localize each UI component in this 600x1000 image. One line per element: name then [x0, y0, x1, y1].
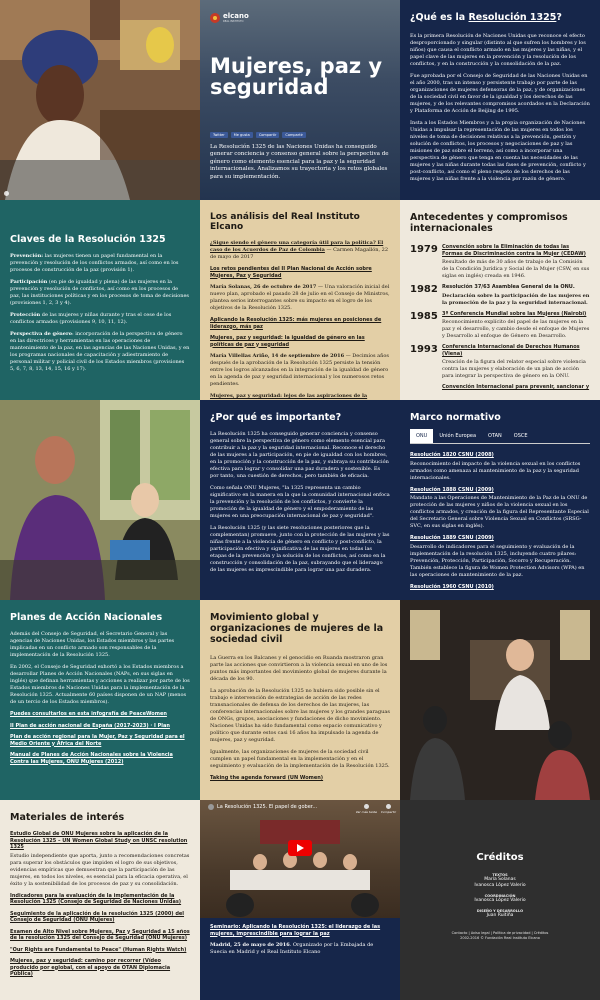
- footer: [400, 931, 600, 941]
- section-que-es: [400, 0, 600, 200]
- infographic-link[interactable]: Puedes consultarlos en esta infografía de PeaceWomen: [10, 711, 167, 717]
- title-text: ¿Qué es la: [410, 12, 469, 23]
- info-icon[interactable]: [4, 191, 9, 196]
- timeline-text: Resultado de más de 30 años de trabajo de la Comisión de la Condición Jurídica y Social de la Mujer (CSW, en sus siglas en inglés) creada en 1946.: [442, 259, 590, 279]
- paragraph: Es la primera Resolución de Naciones Unidas que reconoce el efecto desproporcionado y singular (distinto al que sufren los hombres y los niños) que causa el conflicto armado en las mujeres y las niñas, y el papel clave de las mujeres en la prevención y la resolución de los conflictos, y en la construcción y la consolidación de la paz.: [410, 33, 586, 67]
- twitter-button[interactable]: Twitter: [210, 132, 228, 138]
- channel-avatar-icon: [208, 804, 214, 810]
- plan-link[interactable]: Plan de acción regional para la Mujer, Paz y Seguridad para el Medio Oriente y África del Norte: [10, 734, 185, 747]
- video-thumbnail-icon: [200, 800, 400, 918]
- video-controls: [356, 804, 396, 814]
- section-claves: [0, 200, 200, 400]
- speaker-photo-icon: [0, 400, 200, 600]
- section-title: Los análisis del Real Instituto Elcano: [210, 212, 360, 232]
- timeline-item: [410, 284, 590, 307]
- term-text: (en pie de igualdad y plena) de las mujeres en la prevención y resolución de conflictos, así como en los procesos de paz, las instituciones políticas y en los procesos de toma de decisiones (provisiones 1, 2, 3 y 4).: [10, 279, 189, 306]
- section-por-que: [200, 400, 400, 600]
- timeline-item: [410, 384, 590, 396]
- section-title: Marco normativo: [410, 412, 501, 423]
- term: Protección: [10, 312, 41, 318]
- article-meta: María Solanas, 26 de octubre de 2017: [210, 284, 317, 290]
- watch-later-label: Ver más tarde: [355, 810, 377, 814]
- term-text: : incorporación de la perspectiva de género en las directrices y herramientas en las operaciones de mantenimiento de la paz, en las agencias de las Naciones Unidas, y en los programas nacionales de capacitación y adiestramiento de personal militar y policial civil de los Estados miembros (provisiones 5, 6, 7, 8, 13, 14, 15, 16 y 17).: [10, 331, 190, 372]
- section-title: Movimiento global y organizaciones de mujeres de la sociedad civil: [210, 612, 384, 645]
- clock-icon: [364, 804, 369, 809]
- section-title: Antecedentes y compromisos internacionales: [410, 212, 568, 234]
- share-button[interactable]: Compartir: [256, 132, 280, 138]
- video-share-button[interactable]: [381, 804, 396, 814]
- paragraph: La Resolución 1325 ha conseguido generar conciencia y consenso general sobre la perspectiva de género como elemento esencial para contribuir a la paz y la seguridad internacional. Reconoce el derecho de las mujeres a la participación, en pie de igualdad con los hombres, en la promoción y la construcción de la paz, y subraya su contribución efectiva para lograr y consolidar una paz duradera y sostenible. Es por tanto, una cuestión de derechos, pero también de eficacia.: [210, 431, 389, 479]
- article-link[interactable]: Mujeres, paz y seguridad: lejos de las aspiraciones de la: [210, 393, 368, 399]
- tab-osce[interactable]: OSCE: [513, 433, 528, 439]
- section-video: [200, 800, 400, 1000]
- paragraph: Estudio independiente que aporta, junto a recomendaciones concretas para superar los obstáculos que impiden el logro de sus objetivos, evidencias empíricas que demuestran que la participación de las mujeres, en todos los niveles, es esencial para la eficacia operativa, el éxito y la sostenibilidad de los procesos de paz y su consolidación.: [10, 852, 190, 887]
- article-meta: — Carmen Magallón, 22 de mayo de 2017: [210, 247, 389, 260]
- video-caption: [210, 924, 390, 961]
- paragraph: [210, 942, 390, 956]
- resolution-text: Mandato a las Operaciones de Mantenimiento de la Paz de la ONU de protección de las mujeres y niños de la violencia sexual en los conflictos armados, y creación de la figura del Representante Especial del Secretario General sobre Violencia Sexual en Conflictos (SRSG-SVC, en sus siglas en inglés).: [410, 495, 589, 529]
- section-title: Créditos: [476, 852, 524, 863]
- resolution-link[interactable]: Resolución 1820 CSNU (2008): [410, 452, 494, 458]
- paragraph: Como señala ONU Mujeres, "la 1325 representa un cambio significativo en la manera en la que la comunidad internacional enfoca la prevención y la resolución de los conflictos, y convierte la promoción de la igualdad de género y el empoderamiento de las mujeres en una preocupación internacional de paz y seguridad".: [210, 485, 390, 519]
- timeline-item: [410, 344, 590, 380]
- tab-otan[interactable]: OTAN: [488, 433, 502, 439]
- material-link[interactable]: "Our Rights are Fundamental to Peace" (Human Rights Watch): [10, 946, 187, 953]
- article-link[interactable]: Aplicando la Resolución 1325: más mujeres en posiciones de liderazgo, más paz: [210, 317, 382, 330]
- list-item: [210, 284, 390, 312]
- copyright: 2002-2016 © Fundación Real Instituto Elcano: [460, 936, 540, 940]
- material-link[interactable]: Seguimiento de la aplicación de la resolución 1325 (2000) del Consejo de Seguridad (ONU Mujeres): [10, 910, 185, 923]
- row-claves: [0, 200, 600, 400]
- timeline-text: Creación de la figura del relator especial sobre violencia contra las mujeres y elaboración de un plan de acción para integrar la perspectiva de género en la ONU.: [442, 359, 586, 379]
- section-credits: [400, 800, 600, 1000]
- row-materiales: [0, 800, 600, 1000]
- section-title: Claves de la Resolución 1325: [10, 234, 166, 245]
- logo-name: elcano: [223, 12, 249, 20]
- resolution-link[interactable]: Resolución 1960 CSNU (2010): [410, 583, 494, 590]
- share-button-2[interactable]: Compartir: [282, 132, 306, 138]
- timeline-link[interactable]: 3ª Conferencia Mundial sobre las Mujeres (Nairobi): [442, 310, 587, 317]
- un-women-link[interactable]: Taking the agenda forward (UN Women): [210, 775, 324, 781]
- section-planes: [0, 600, 200, 800]
- paragraph: En 2002, el Consejo de Seguridad exhortó a los Estados miembros a desarrollar Planes de Acción Nacionales (NAPs, en sus siglas en inglés) que definan herramientas y acciones a realizar por parte de los Estados miembros de Naciones Unidas para la implementación de la Resolución 1325. Actualmente 60 países disponen de un NAP (menos de un tercio de los Estados miembros).: [10, 664, 190, 705]
- video-title: La Resolución 1325. El papel de gober...: [217, 804, 318, 810]
- video-player[interactable]: [200, 800, 400, 918]
- term: Perspectiva de género: [10, 331, 72, 337]
- term-text: de las mujeres y niñas durante y tras el cese de los conflictos armados (provisiones 9, 10, 11, 12).: [10, 312, 172, 325]
- elcano-logo-icon: [210, 13, 220, 23]
- term: Prevención:: [10, 253, 44, 259]
- material-link[interactable]: Mujeres, paz y seguridad: camino por recorrer (Vídeo producido por eglobal, con el apoyo de OTAN Diplomacia Pública): [10, 958, 171, 977]
- plan-link[interactable]: II Plan de acción nacional de España (2017-2023) · I Plan: [10, 722, 170, 729]
- article-meta: María Villellas Ariño, 14 de septiembre de 2016: [210, 353, 345, 359]
- section-materiales: [0, 800, 200, 1000]
- resolution-link[interactable]: Resolución 1888 CSNU (2009): [410, 486, 494, 493]
- hero: [200, 0, 400, 200]
- timeline-head: Resolución 37/63 Asamblea General de la ONU.: [442, 284, 575, 290]
- paragraph: Igualmente, las organizaciones de mujeres de la sociedad civil cumplen un papel fundamental en la implementación y en el seguimiento y evaluación de la implementación de la Resolución 1325.: [210, 749, 390, 769]
- credits-label: COORDINACIÓN: [484, 894, 516, 898]
- material-link[interactable]: Indicadores para la evaluación de la implementación de la Resolución 1325 (Consejo de Seguridad de Naciones Unidas): [10, 892, 182, 905]
- term: Participación: [10, 279, 48, 285]
- photo-seminar: [400, 600, 600, 800]
- paragraph: La Resolución 1325 (y las siete resoluciones posteriores que la complementan) promueve, junto con la protección de las mujeres y las niñas frente a la violencia de género en conflicto y post-conflicto, la participación efectiva y significativa de las mujeres en todas las etapas de la prevención y la solución de los conflictos, así como en la construcción y consolidación de la paz, subrayando que el liderazgo de las mujeres es imprescindible para lograr una paz duradera.: [210, 525, 390, 573]
- timeline-year: [410, 384, 436, 396]
- page-title: Mujeres, paz y seguridad: [210, 54, 383, 99]
- video-text: . Organizado por la Embajada de Suecia en Madrid y el Real Instituto Elcano: [210, 942, 374, 955]
- section-movimiento: [200, 600, 400, 800]
- delegate-photo-icon: [0, 0, 200, 200]
- timeline-item: [410, 244, 590, 280]
- video-meta: Madrid, 25 de mayo de 2016: [210, 942, 290, 948]
- row-intro: [0, 0, 600, 200]
- timeline-year: 1993: [410, 344, 438, 355]
- paragraph: Fue aprobada por el Consejo de Seguridad de las Naciones Unidas en el año 2000, tras un intenso y persistente trabajo por parte de las organizaciones de mujeres defensoras de la paz, y de organizaciones de la sociedad civil en favor de la igualdad y los derechos de las mujeres, y de los relevantes compromisos acordados en la Declaración y Plataforma de Acción de Beijing de 1995.: [410, 73, 590, 114]
- timeline-item: [410, 311, 590, 341]
- list-item: [10, 312, 190, 326]
- article-summary: — Una valoración inicial del nuevo plan, aprobado el pasado 28 de julio en el Consejo de Ministros, plantea serios interrogantes sobre su impacto en el logro de los objetivos de la Resolución 1325.: [210, 284, 390, 311]
- article-link[interactable]: Mujeres, paz y seguridad: la igualdad de género en las políticas de paz y seguridad: [210, 335, 365, 348]
- timeline-year: 1979: [410, 244, 438, 255]
- title-text-end: ?: [556, 12, 562, 23]
- list-item: [10, 331, 190, 373]
- row-planes: [0, 600, 600, 800]
- section-title: Planes de Acción Nacionales: [10, 612, 163, 623]
- tab-ue[interactable]: Unión Europea: [439, 433, 477, 439]
- list-item: [210, 240, 390, 261]
- term-text: las mujeres tienen un papel fundamental en la prevención y resolución de los conflictos armados, así como en los procesos de construcción de la paz (provisión 1).: [10, 253, 179, 273]
- video-title-bar: [208, 804, 317, 810]
- photo-speaker: [0, 400, 200, 600]
- share-icon: [386, 804, 391, 809]
- play-button[interactable]: [288, 840, 312, 856]
- credits-name: Juan Ruitiña: [486, 913, 514, 918]
- section-title: Materiales de interés: [10, 812, 125, 823]
- timeline-year: 1982: [410, 284, 438, 295]
- seminar-link[interactable]: Seminario: Aplicando la Resolución 1325: el liderazgo de las mujeres, imprescindible para lograr la paz: [210, 924, 381, 937]
- footer-links[interactable]: Contacto | Aviso legal | Política de privacidad | Créditos: [451, 931, 549, 935]
- article-link[interactable]: ¿Sigue siendo el género una categoría útil para la política? El caso de los Acuerdos de Paz de Colombia: [210, 240, 384, 253]
- row-importance: [0, 400, 600, 600]
- hero-intro: La Resolución 1325 de las Naciones Unidas ha conseguido generar conciencia y consenso general sobre la perspectiva de género como elemento esencial para la paz y la seguridad internacionales. Analizamos su trayectoria y los retos globales para su implementación.: [210, 144, 389, 180]
- tab-onu[interactable]: ONU: [410, 429, 433, 443]
- list-item: [10, 253, 190, 274]
- tab-bar: [410, 429, 590, 444]
- timeline-link[interactable]: Convención Internacional para prevenir, sancionar y: [442, 384, 590, 390]
- manual-link[interactable]: Manual de Planes de Acción Nacionales sobre la Violencia Contra las Mujeres, ONU Mujeres (2012): [10, 752, 173, 765]
- logo-sub: REAL INSTITUTO: [223, 20, 244, 23]
- credits-name: Ivanosca López Valerio: [474, 898, 526, 903]
- resolution-link[interactable]: Resolución 1325: [468, 12, 557, 23]
- timeline-link[interactable]: Convención sobre la Eliminación de todas las Formas de Discriminación contra la Mujer (CEDAW): [442, 244, 586, 257]
- credits-name: María Solanas: [484, 877, 516, 882]
- credits-label: DISEÑO Y DESARROLLO: [476, 909, 524, 913]
- logo[interactable]: [210, 12, 249, 23]
- list-item: [210, 353, 390, 388]
- share-bar: [210, 132, 306, 138]
- article-summary: — Decimíos años después de la aprobación de la Resolución 1325 persiste la tensión entre los logros alcanzados en la integración de la igualdad de género en la agenda de paz y seguridad internacional y los numerosos retos pendientes.: [210, 353, 389, 387]
- credits-name: Ivanosca López Valerio: [474, 883, 526, 888]
- paragraph: La aprobación de la Resolución 1325 no hubiera sido posible sin el trabajo e intervención de estrategias de acción de las redes transnacionales de defensa de los derechos de las mujeres, las conferencias internacionales sobre las mujeres y los grandes paraguas de ONGs, grupos, asociaciones y fundaciones de dicho movimiento. Naciones Unidas ha sido fundamental como espacio comunicativo y político que durante estos casi 16 años ha impulsado la agenda de mujeres, paz y seguridad.: [210, 688, 390, 743]
- like-button[interactable]: Me gusta: [231, 132, 253, 138]
- paragraph: Insta a los Estados Miembros y a la propia organización de Naciones Unidas a impulsar la representación de las mujeres en todos los niveles de toma de decisiones relativas a la prevención, gestión y solución de conflictos, los procesos y negociaciones de paz y las misiones de paz sobre el terreno, así como a incorporar una perspectiva de género que tenga en cuenta las necesidades de las mujeres y las niñas durante todas las fases de prevención, conflicto y post-conflicto, así como el pleno respeto de los derechos de las mujeres y las niñas frente a la violencia por razón de género.: [410, 120, 586, 182]
- list-item: [10, 279, 190, 307]
- timeline-text: Reconocimiento explícito del papel de las mujeres en la paz y el desarrollo, y cambio desde el enfoque de Mujeres y Desarrollo al enfoque de Género en Desarrollo.: [442, 319, 590, 339]
- article-link[interactable]: Los retos pendientes del II Plan Nacional de Acción sobre Mujeres, Paz y Seguridad: [210, 266, 372, 279]
- resolution-link[interactable]: Resolución 1889 CSNU (2009): [410, 535, 494, 541]
- section-title: [410, 12, 590, 23]
- section-marco: [400, 400, 600, 600]
- watch-later-button[interactable]: [356, 804, 377, 814]
- credits: [400, 800, 600, 1000]
- resolution-text: Desarrollo de indicadores para el seguimiento y evaluación de la implementación de la resolución 1325, incluyendo cuatro pilares: Prevención, Protección, Participación, Socorro y Recuperación. También establece la figura de Women Protection Advisors (WPA) en las operaciones de mantenimiento de la paz.: [410, 543, 585, 578]
- section-analisis: [200, 200, 400, 400]
- resolution-text: Reconocimiento del impacto de la violencia sexual en los conflictos armados como amenaza al mantenimiento de la paz y la seguridad internacionales.: [410, 460, 581, 481]
- section-title: ¿Por qué es importante?: [210, 412, 342, 423]
- timeline-year: 1985: [410, 310, 438, 322]
- timeline-link[interactable]: Conferencia Internacional de Derechos Humanos (Viena): [442, 344, 580, 357]
- timeline-text: Declaración sobre la participación de las mujeres en la promoción de la paz y la seguridad internacional.: [442, 292, 590, 306]
- section-antecedentes: [400, 200, 600, 400]
- seminar-photo-icon: [400, 600, 600, 800]
- material-link[interactable]: Examen de Alto Nivel sobre Mujeres, Paz y Seguridad a 15 años de la resolución 1325 del Consejo de Seguridad (ONU Mujeres): [10, 928, 190, 941]
- paragraph: Además del Consejo de Seguridad, el Secretario General y las agencias de Naciones Unidas, los Estados miembros y las partes implicadas en un conflicto armado son responsables de la implementación de la Resolución 1325.: [10, 631, 175, 658]
- credits-label: TEXTOS: [492, 873, 508, 877]
- share-label: Compartir: [380, 810, 396, 814]
- paragraph: La Guerra en los Balcanes y el genocidio en Ruanda mostraron gran parte las acciones que convirtieron a la violencia sexual en uno de los puntos más importantes del movimiento global de mujeres durante la década de los 90.: [210, 655, 388, 682]
- study-link[interactable]: Estudio Global de ONU Mujeres sobre la aplicación de la Resolución 1325 – UN Women Global Study on UNSC resolution 1325: [10, 831, 188, 850]
- photo-delegate: [0, 0, 200, 200]
